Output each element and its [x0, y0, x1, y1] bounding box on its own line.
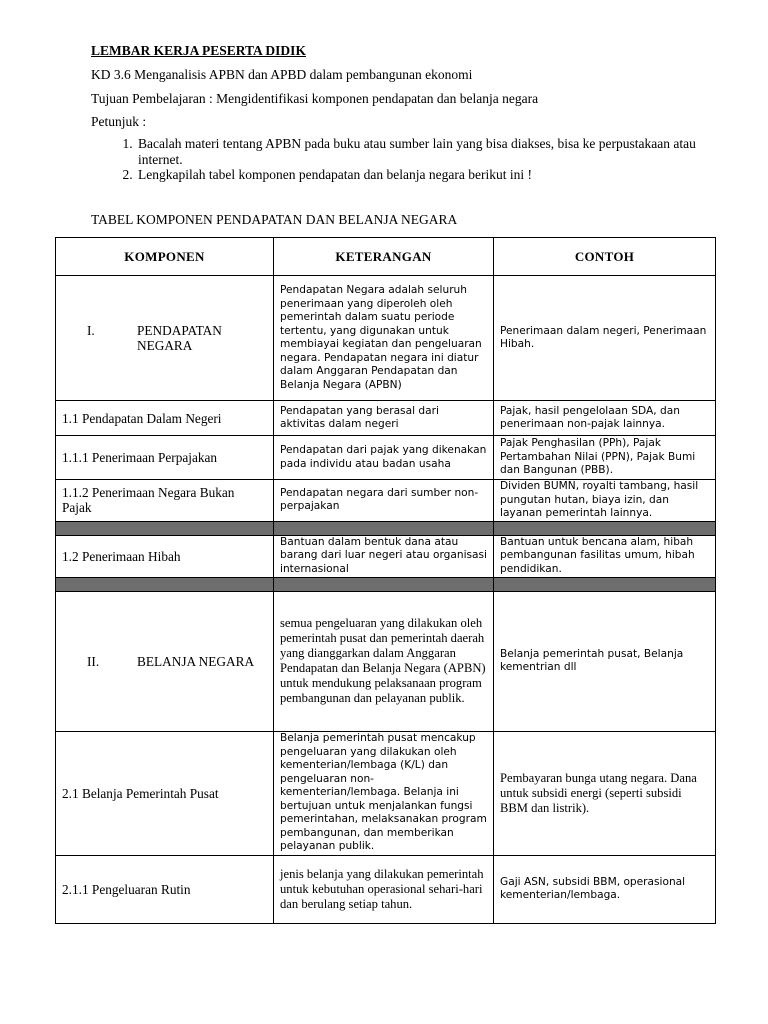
contoh-cell: Penerimaan dalam negeri, Penerimaan Hibah.: [494, 276, 716, 401]
instruction-list: [91, 136, 716, 183]
keterangan-cell: Pendapatan negara dari sumber non-perpajakan: [274, 480, 494, 522]
komponen-table: [55, 237, 716, 924]
komponen-cell: 1.1.1 Penerimaan Perpajakan: [56, 436, 274, 480]
table-row: [56, 401, 716, 436]
separator-cell: [56, 577, 274, 591]
column-header-keterangan: KETERANGAN: [274, 238, 494, 276]
separator-cell: [494, 521, 716, 535]
table-row: [56, 436, 716, 480]
komponen-cell: [56, 591, 274, 731]
komponen-cell: [56, 276, 274, 401]
separator-cell: [494, 577, 716, 591]
komponen-cell: 1.2 Penerimaan Hibah: [56, 535, 274, 577]
komponen-cell: 1.1 Pendapatan Dalam Negeri: [56, 401, 274, 436]
keterangan-cell: jenis belanja yang dilakukan pemerintah untuk kebutuhan operasional sehari-hari dan berulang setiap tahun.: [274, 855, 494, 923]
separator-row: [56, 577, 716, 591]
table-title: TABEL KOMPONEN PENDAPATAN DAN BELANJA NEGARA: [91, 212, 458, 227]
worksheet-title: LEMBAR KERJA PESERTA DIDIK: [91, 43, 306, 58]
keterangan-cell: semua pengeluaran yang dilakukan oleh pemerintah pusat dan pemerintah daerah yang dianggarkan dalam Anggaran Pendapatan dan Belanja Negara (APBN) untuk mendukung pelaksanaan program pembangunan dan pelayanan publik.: [274, 591, 494, 731]
table-row: [56, 731, 716, 855]
separator-row: [56, 521, 716, 535]
section-label: PENDAPATAN NEGARA: [137, 323, 222, 353]
contoh-cell: Pajak, hasil pengelolaan SDA, dan penerimaan non-pajak lainnya.: [494, 401, 716, 436]
separator-cell: [56, 521, 274, 535]
separator-cell: [274, 521, 494, 535]
keterangan-cell: Pendapatan Negara adalah seluruh penerimaan yang diperoleh oleh pemerintah dalam suatu periode tertentu, yang digunakan untuk membiayai kegiatan dan pengeluaran negara. Pendapatan negara ini diatur dalam Anggaran Pendapatan dan Belanja Negara (APBN): [274, 276, 494, 401]
petunjuk-label: Petunjuk :: [91, 114, 147, 129]
contoh-cell: Gaji ASN, subsidi BBM, operasional kementerian/lembaga.: [494, 855, 716, 923]
column-header-contoh: CONTOH: [494, 238, 716, 276]
keterangan-cell: Bantuan dalam bentuk dana atau barang dari luar negeri atau organisasi internasional: [274, 535, 494, 577]
table-row: [56, 276, 716, 401]
contoh-cell: Pajak Penghasilan (PPh), Pajak Pertambahan Nilai (PPN), Pajak Bumi dan Bangunan (PBB).: [494, 436, 716, 480]
table-row: [56, 855, 716, 923]
komponen-cell: 1.1.2 Penerimaan Negara Bukan Pajak: [56, 480, 274, 522]
keterangan-cell: Pendapatan dari pajak yang dikenakan pada individu atau badan usaha: [274, 436, 494, 480]
section-number: I.: [87, 323, 95, 338]
table-row: [56, 535, 716, 577]
table-header-row: [56, 238, 716, 276]
contoh-cell: Bantuan untuk bencana alam, hibah pembangunan fasilitas umum, hibah pendidikan.: [494, 535, 716, 577]
keterangan-cell: Pendapatan yang berasal dari aktivitas dalam negeri: [274, 401, 494, 436]
table-row: [56, 480, 716, 522]
tujuan-line: Tujuan Pembelajaran : Mengidentifikasi komponen pendapatan dan belanja negara: [91, 91, 539, 106]
contoh-cell: Dividen BUMN, royalti tambang, hasil pungutan hutan, biaya izin, dan layanan pemerintah lainnya.: [494, 480, 716, 522]
contoh-cell: Belanja pemerintah pusat, Belanja kementrian dll: [494, 591, 716, 731]
table-row: [56, 591, 716, 731]
instruction-item: 2. Lengkapilah tabel komponen pendapatan dan belanja negara berikut ini !: [136, 167, 716, 183]
instruction-item: 1. Bacalah materi tentang APBN pada buku atau sumber lain yang bisa diakses, bisa ke perpustakaan atau internet.: [136, 136, 716, 167]
section-label: BELANJA NEGARA: [137, 653, 255, 669]
separator-cell: [274, 577, 494, 591]
keterangan-cell: Belanja pemerintah pusat mencakup pengeluaran yang dilakukan oleh kementerian/lembaga (K/L) dan pengeluaran non-kementerian/lembaga. Belanja ini bertujuan untuk menjalankan fungsi pemerintahan, melaksanakan program pembangunan, dan memberikan pelayanan publik.: [274, 731, 494, 855]
komponen-cell: 2.1.1 Pengeluaran Rutin: [56, 855, 274, 923]
contoh-cell: Pembayaran bunga utang negara. Dana untuk subsidi energi (seperti subsidi BBM dan listrik).: [494, 731, 716, 855]
kd-line: KD 3.6 Menganalisis APBN dan APBD dalam pembangunan ekonomi: [91, 67, 473, 82]
section-number: II.: [87, 653, 100, 669]
komponen-cell: 2.1 Belanja Pemerintah Pusat: [56, 731, 274, 855]
column-header-komponen: KOMPONEN: [56, 238, 274, 276]
